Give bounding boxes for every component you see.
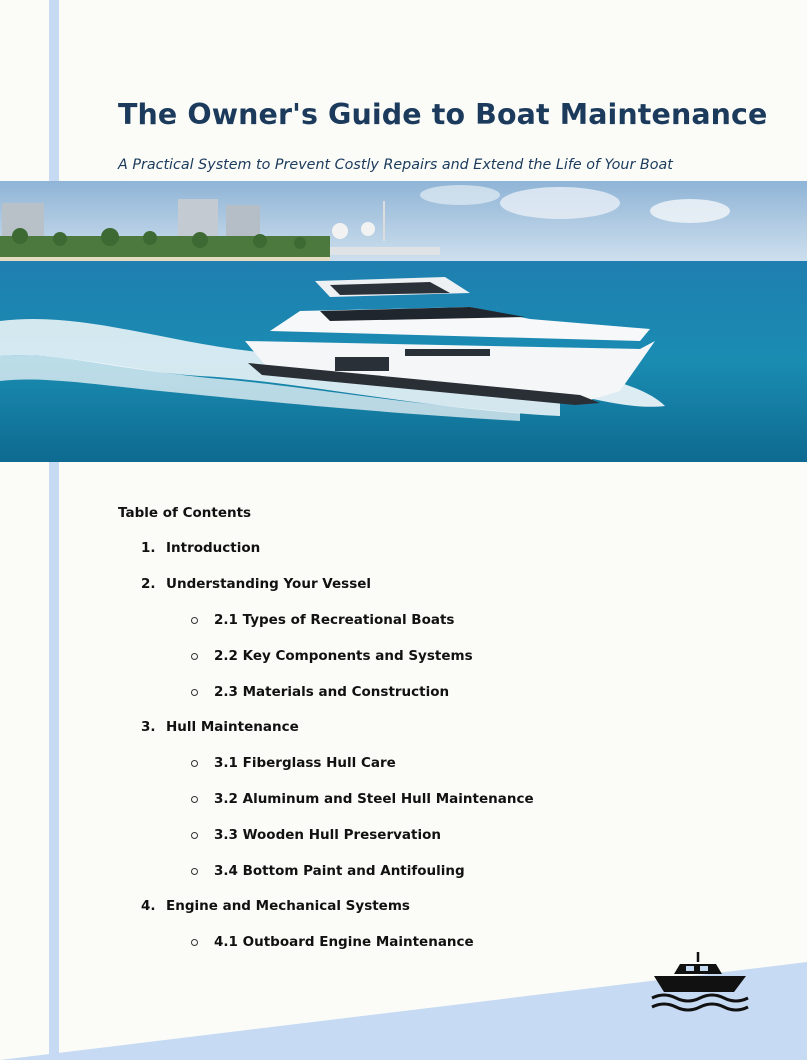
toc-item-label: 2.1 Types of Recreational Boats — [214, 612, 455, 628]
toc-item-label: 2.2 Key Components and Systems — [214, 648, 473, 664]
hollow-bullet-icon — [191, 760, 198, 767]
hollow-bullet-icon — [191, 832, 198, 839]
toc-item-label: Engine and Mechanical Systems — [166, 898, 410, 914]
document-subtitle: A Practical System to Prevent Costly Repairs and Extend the Life of Your Boat — [118, 157, 673, 173]
toc-item-label: 3.3 Wooden Hull Preservation — [214, 827, 442, 843]
yacht-photo-icon — [0, 181, 807, 462]
hollow-bullet-icon — [191, 939, 198, 946]
toc-item-label: 3.2 Aluminum and Steel Hull Maintenance — [214, 791, 534, 807]
hollow-bullet-icon — [191, 689, 198, 696]
document-title: The Owner's Guide to Boat Maintenance — [118, 98, 768, 131]
hollow-bullet-icon — [191, 653, 198, 660]
toc-item-number: 2. — [141, 576, 156, 592]
toc-item-number: 3. — [141, 719, 156, 735]
hollow-bullet-icon — [191, 796, 198, 803]
toc-item-number: 1. — [141, 540, 156, 556]
toc-item-label: 2.3 Materials and Construction — [214, 684, 450, 700]
toc-item-label: Understanding Your Vessel — [166, 576, 372, 592]
toc-item-label: Introduction — [166, 540, 261, 556]
toc-item-label: 4.1 Outboard Engine Maintenance — [214, 934, 474, 950]
toc-item-label: 3.4 Bottom Paint and Antifouling — [214, 863, 465, 879]
toc-item-label: Hull Maintenance — [166, 719, 299, 735]
hollow-bullet-icon — [191, 868, 198, 875]
toc-item-number: 4. — [141, 898, 156, 914]
boat-icon — [650, 950, 750, 1012]
toc-item-label: 3.1 Fiberglass Hull Care — [214, 755, 396, 771]
hero-yacht-image — [0, 181, 807, 462]
left-accent-bar — [49, 0, 59, 1060]
hollow-bullet-icon — [191, 617, 198, 624]
toc-heading: Table of Contents — [118, 505, 252, 521]
